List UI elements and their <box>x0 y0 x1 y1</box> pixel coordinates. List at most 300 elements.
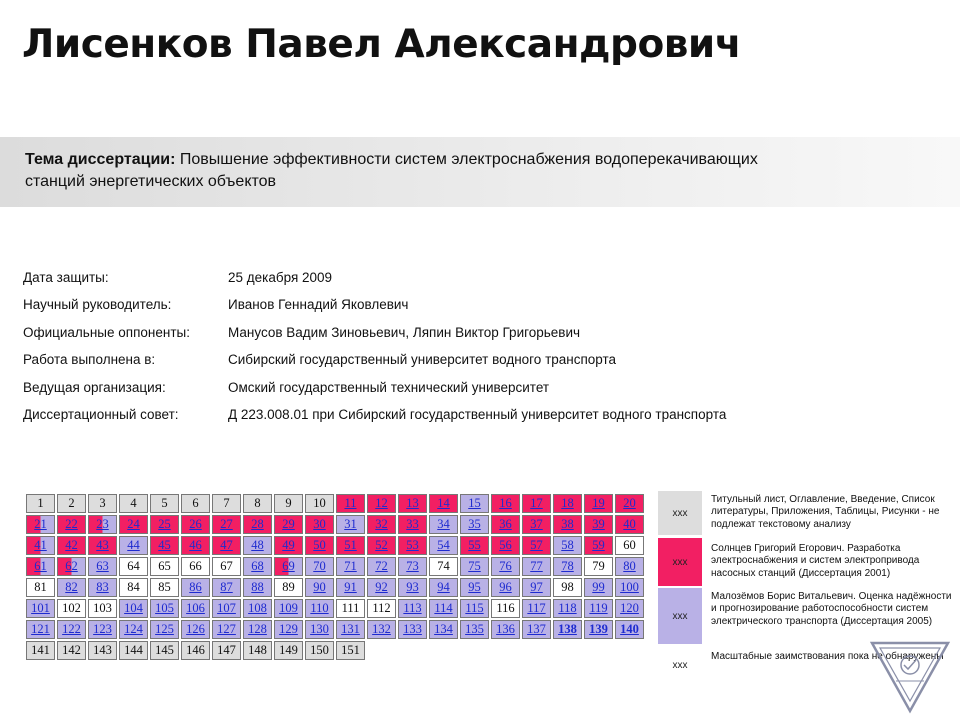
page-cell-40[interactable] <box>615 515 644 534</box>
page-link[interactable]: 118 <box>558 601 577 615</box>
page-cell-136[interactable] <box>491 620 520 639</box>
legend-item-source-1 <box>658 538 958 586</box>
page-link[interactable]: 136 <box>496 622 515 636</box>
page-link[interactable]: 36 <box>499 517 512 531</box>
page-cell-11[interactable] <box>336 494 365 513</box>
page-cell-65: 65 <box>150 557 179 576</box>
page-title: Лисенков Павел Александрович <box>22 22 742 67</box>
page-link[interactable]: 58 <box>561 538 574 552</box>
page-cell-128[interactable] <box>243 620 272 639</box>
page-cell-146: 146 <box>181 641 210 660</box>
page-cell-29[interactable] <box>274 515 303 534</box>
page-map-row <box>26 515 644 534</box>
page-link[interactable]: 13 <box>406 496 419 510</box>
page-cell-133[interactable] <box>398 620 427 639</box>
page-cell-52[interactable] <box>367 536 396 555</box>
page-cell-81: 81 <box>26 578 55 597</box>
page-cell-61[interactable] <box>26 557 55 576</box>
page-cell-114[interactable] <box>429 599 458 618</box>
page-cell-47[interactable] <box>212 536 241 555</box>
page-cell-66: 66 <box>181 557 210 576</box>
page-cell-30[interactable] <box>305 515 334 534</box>
page-cell-54[interactable] <box>429 536 458 555</box>
page-cell-4: 4 <box>119 494 148 513</box>
page-cell-134[interactable] <box>429 620 458 639</box>
info-row-institution <box>23 352 903 379</box>
page-link[interactable]: 113 <box>403 601 422 615</box>
info-label: Ведущая организация: <box>23 379 166 395</box>
page-cell-93[interactable] <box>398 578 427 597</box>
legend-swatch: xxx <box>658 491 702 535</box>
page-link[interactable]: 18 <box>561 496 574 510</box>
page-link[interactable]: 125 <box>155 622 174 636</box>
page-cell-10: 10 <box>305 494 334 513</box>
page-cell-96[interactable] <box>491 578 520 597</box>
page-cell-130[interactable] <box>305 620 334 639</box>
page-cell-28[interactable] <box>243 515 272 534</box>
page-cell-124[interactable] <box>119 620 148 639</box>
page-link[interactable]: 70 <box>313 559 326 573</box>
page-cell-5: 5 <box>150 494 179 513</box>
info-value: 25 декабря 2009 <box>228 270 333 285</box>
page-cell-125[interactable] <box>150 620 179 639</box>
page-link[interactable]: 62 <box>65 559 78 573</box>
page-map-row <box>26 641 644 660</box>
info-row-supervisor <box>23 297 903 324</box>
page-cell-92[interactable] <box>367 578 396 597</box>
page-cell-8: 8 <box>243 494 272 513</box>
page-cell-68[interactable] <box>243 557 272 576</box>
page-link[interactable]: 39 <box>592 517 605 531</box>
page-link[interactable]: 71 <box>344 559 357 573</box>
page-cell-129[interactable] <box>274 620 303 639</box>
page-cell-86[interactable] <box>181 578 210 597</box>
page-link[interactable]: 37 <box>530 517 543 531</box>
page-cell-139[interactable] <box>584 620 613 639</box>
page-cell-101[interactable] <box>26 599 55 618</box>
page-cell-147: 147 <box>212 641 241 660</box>
page-cell-112: 112 <box>367 599 396 618</box>
page-cell-37[interactable] <box>522 515 551 534</box>
page-cell-49[interactable] <box>274 536 303 555</box>
page-cell-31[interactable] <box>336 515 365 534</box>
page-link[interactable]: 140 <box>620 622 639 636</box>
page-link[interactable]: 96 <box>499 580 512 594</box>
page-cell-88[interactable] <box>243 578 272 597</box>
page-link[interactable]: 51 <box>344 538 357 552</box>
page-link[interactable]: 105 <box>155 601 174 615</box>
info-value: Сибирский государственный университет водного транспорта <box>228 352 617 368</box>
page-cell-135[interactable] <box>460 620 489 639</box>
page-cell-53[interactable] <box>398 536 427 555</box>
page-cell-132[interactable] <box>367 620 396 639</box>
page-cell-121[interactable] <box>26 620 55 639</box>
page-link[interactable]: 101 <box>31 601 50 615</box>
page-link[interactable]: 69 <box>282 559 295 573</box>
page-cell-103: 103 <box>88 599 117 618</box>
page-link[interactable]: 53 <box>406 538 419 552</box>
page-link[interactable]: 87 <box>220 580 233 594</box>
page-cell-90[interactable] <box>305 578 334 597</box>
page-link[interactable]: 137 <box>527 622 546 636</box>
page-link[interactable]: 63 <box>96 559 109 573</box>
page-map-row <box>26 494 644 513</box>
page-link[interactable]: 28 <box>251 517 264 531</box>
page-cell-140[interactable] <box>615 620 644 639</box>
page-link[interactable]: 41 <box>34 538 47 552</box>
page-link[interactable]: 19 <box>592 496 605 510</box>
page-link[interactable]: 76 <box>499 559 512 573</box>
page-cell-98: 98 <box>553 578 582 597</box>
page-link[interactable]: 108 <box>248 601 267 615</box>
page-cell-108[interactable] <box>243 599 272 618</box>
page-cell-77[interactable] <box>522 557 551 576</box>
legend-swatch: xxx <box>658 588 702 644</box>
page-link[interactable]: 126 <box>186 622 205 636</box>
page-cell-56[interactable] <box>491 536 520 555</box>
page-map-row <box>26 578 644 597</box>
page-link[interactable]: 47 <box>220 538 233 552</box>
page-link[interactable]: 38 <box>561 517 574 531</box>
page-link[interactable]: 52 <box>375 538 388 552</box>
page-link[interactable]: 83 <box>96 580 109 594</box>
page-link[interactable]: 77 <box>530 559 543 573</box>
page-link[interactable]: 122 <box>62 622 81 636</box>
page-map-row <box>26 536 644 555</box>
page-link[interactable]: 17 <box>530 496 543 510</box>
page-cell-116: 116 <box>491 599 520 618</box>
page-link[interactable]: 131 <box>341 622 360 636</box>
page-cell-107[interactable] <box>212 599 241 618</box>
page-cell-42[interactable] <box>57 536 86 555</box>
page-link[interactable]: 130 <box>310 622 329 636</box>
page-cell-138[interactable] <box>553 620 582 639</box>
page-link[interactable]: 82 <box>65 580 78 594</box>
page-cell-119[interactable] <box>584 599 613 618</box>
page-cell-71[interactable] <box>336 557 365 576</box>
page-cell-15[interactable] <box>460 494 489 513</box>
page-cell-16[interactable] <box>491 494 520 513</box>
page-link[interactable]: 93 <box>406 580 419 594</box>
page-link[interactable]: 139 <box>589 622 608 636</box>
page-cell-95[interactable] <box>460 578 489 597</box>
page-link[interactable]: 35 <box>468 517 481 531</box>
page-cell-41[interactable] <box>26 536 55 555</box>
page-cell-2: 2 <box>57 494 86 513</box>
legend-swatch: xxx <box>658 648 702 682</box>
legend-text: Солнцев Григорий Егорович. Разработка электроснабжения и систем электропривода насосных станций (Диссертация 2001) <box>711 543 920 579</box>
page-link[interactable]: 49 <box>282 538 295 552</box>
page-cell-60: 60 <box>615 536 644 555</box>
page-cell-79: 79 <box>584 557 613 576</box>
page-cell-99[interactable] <box>584 578 613 597</box>
page-link[interactable]: 95 <box>468 580 481 594</box>
dissertation-topic <box>25 149 785 193</box>
page-cell-43[interactable] <box>88 536 117 555</box>
page-link[interactable]: 22 <box>65 517 78 531</box>
page-cell-110[interactable] <box>305 599 334 618</box>
info-label: Диссертационный совет: <box>23 406 179 422</box>
page-link[interactable]: 45 <box>158 538 171 552</box>
page-link[interactable]: 32 <box>375 517 388 531</box>
info-value: Манусов Вадим Зиновьевич, Ляпин Виктор Григорьевич <box>228 324 581 340</box>
page-link[interactable]: 54 <box>437 538 450 552</box>
page-cell-6: 6 <box>181 494 210 513</box>
page-cell-85: 85 <box>150 578 179 597</box>
page-cell-51[interactable] <box>336 536 365 555</box>
page-link[interactable]: 107 <box>217 601 236 615</box>
page-cell-97[interactable] <box>522 578 551 597</box>
page-cell-113[interactable] <box>398 599 427 618</box>
info-row-leading-org <box>23 380 903 407</box>
page-link[interactable]: 34 <box>437 517 450 531</box>
page-cell-118[interactable] <box>553 599 582 618</box>
page-link[interactable]: 114 <box>434 601 453 615</box>
page-cell-58[interactable] <box>553 536 582 555</box>
page-cell-1: 1 <box>26 494 55 513</box>
page-link[interactable]: 109 <box>279 601 298 615</box>
page-link[interactable]: 78 <box>561 559 574 573</box>
page-cell-33[interactable] <box>398 515 427 534</box>
page-cell-23[interactable] <box>88 515 117 534</box>
info-value: Иванов Геннадий Яковлевич <box>228 297 409 313</box>
page-link[interactable]: 133 <box>403 622 422 636</box>
page-link[interactable]: 42 <box>65 538 78 552</box>
page-link[interactable]: 33 <box>406 517 419 531</box>
info-row-council <box>23 407 903 434</box>
page-cell-126[interactable] <box>181 620 210 639</box>
page-link[interactable]: 68 <box>251 559 264 573</box>
page-cell-69[interactable] <box>274 557 303 576</box>
page-link[interactable]: 46 <box>189 538 202 552</box>
page-cell-73[interactable] <box>398 557 427 576</box>
page-link[interactable]: 129 <box>279 622 298 636</box>
page-cell-17[interactable] <box>522 494 551 513</box>
page-cell-25[interactable] <box>150 515 179 534</box>
legend-text: Масштабные заимствования пока не обнаружены <box>711 651 944 662</box>
page-cell-74: 74 <box>429 557 458 576</box>
page-cell-115[interactable] <box>460 599 489 618</box>
page-cell-19[interactable] <box>584 494 613 513</box>
page-cell-7: 7 <box>212 494 241 513</box>
page-cell-120[interactable] <box>615 599 644 618</box>
page-link[interactable]: 127 <box>217 622 236 636</box>
page-link[interactable]: 73 <box>406 559 419 573</box>
page-link[interactable]: 128 <box>248 622 267 636</box>
page-cell-102: 102 <box>57 599 86 618</box>
page-cell-55[interactable] <box>460 536 489 555</box>
page-link[interactable]: 80 <box>623 559 636 573</box>
page-cell-3: 3 <box>88 494 117 513</box>
info-row-defense-date <box>23 270 903 297</box>
page-link[interactable]: 115 <box>465 601 484 615</box>
page-link[interactable]: 94 <box>437 580 450 594</box>
page-cell-141: 141 <box>26 641 55 660</box>
page-cell-151: 151 <box>336 641 365 660</box>
page-cell-123[interactable] <box>88 620 117 639</box>
page-link[interactable]: 59 <box>592 538 605 552</box>
page-cell-122[interactable] <box>57 620 86 639</box>
page-link[interactable]: 75 <box>468 559 481 573</box>
info-label: Официальные оппоненты: <box>23 324 190 340</box>
page-link[interactable]: 92 <box>375 580 388 594</box>
page-cell-27[interactable] <box>212 515 241 534</box>
page-link[interactable]: 29 <box>282 517 295 531</box>
page-link[interactable]: 97 <box>530 580 543 594</box>
page-link[interactable]: 26 <box>189 517 202 531</box>
page-link[interactable]: 50 <box>313 538 326 552</box>
page-cell-14[interactable] <box>429 494 458 513</box>
page-cell-149: 149 <box>274 641 303 660</box>
page-link[interactable]: 86 <box>189 580 202 594</box>
page-cell-109[interactable] <box>274 599 303 618</box>
page-cell-117[interactable] <box>522 599 551 618</box>
topic-band <box>0 137 960 207</box>
page-cell-26[interactable] <box>181 515 210 534</box>
page-link[interactable]: 23 <box>96 517 109 531</box>
page-cell-142: 142 <box>57 641 86 660</box>
page-cell-39[interactable] <box>584 515 613 534</box>
legend-swatch: xxx <box>658 538 702 586</box>
page-link[interactable]: 14 <box>437 496 450 510</box>
page-link[interactable]: 57 <box>530 538 543 552</box>
page-link[interactable]: 16 <box>499 496 512 510</box>
page-link[interactable]: 138 <box>558 622 577 636</box>
page-link[interactable]: 27 <box>220 517 233 531</box>
page-link[interactable]: 104 <box>124 601 143 615</box>
page-link[interactable]: 43 <box>96 538 109 552</box>
page-cell-89: 89 <box>274 578 303 597</box>
page-map-row <box>26 557 644 576</box>
page-link[interactable]: 135 <box>465 622 484 636</box>
page-cell-105[interactable] <box>150 599 179 618</box>
topic-label: Тема диссертации: <box>25 151 176 168</box>
page-link[interactable]: 20 <box>623 496 636 510</box>
page-cell-20[interactable] <box>615 494 644 513</box>
info-row-opponents <box>23 325 903 352</box>
page-cell-84: 84 <box>119 578 148 597</box>
seal-graphic <box>868 635 952 715</box>
page-cell-64: 64 <box>119 557 148 576</box>
page-cell-106[interactable] <box>181 599 210 618</box>
page-link[interactable]: 124 <box>124 622 143 636</box>
page-cell-48[interactable] <box>243 536 272 555</box>
page-cell-22[interactable] <box>57 515 86 534</box>
page-link[interactable]: 15 <box>468 496 481 510</box>
page-link[interactable]: 91 <box>344 580 357 594</box>
page-cell-21[interactable] <box>26 515 55 534</box>
page-link[interactable]: 61 <box>34 559 47 573</box>
info-value: Омский государственный технический университет <box>228 379 550 395</box>
page-cell-45[interactable] <box>150 536 179 555</box>
page-link[interactable]: 100 <box>620 580 639 594</box>
page-link[interactable]: 44 <box>127 538 140 552</box>
page-cell-82[interactable] <box>57 578 86 597</box>
page-cell-67: 67 <box>212 557 241 576</box>
page-cell-78[interactable] <box>553 557 582 576</box>
page-cell-13[interactable] <box>398 494 427 513</box>
page-cell-72[interactable] <box>367 557 396 576</box>
page-link[interactable]: 11 <box>344 496 357 510</box>
page-cell-80[interactable] <box>615 557 644 576</box>
page-cell-131[interactable] <box>336 620 365 639</box>
page-cell-24[interactable] <box>119 515 148 534</box>
page-cell-137[interactable] <box>522 620 551 639</box>
page-link[interactable]: 12 <box>375 496 388 510</box>
page-cell-104[interactable] <box>119 599 148 618</box>
seal-logo <box>868 635 952 720</box>
page-cell-59[interactable] <box>584 536 613 555</box>
page-cell-83[interactable] <box>88 578 117 597</box>
page-cell-87[interactable] <box>212 578 241 597</box>
page-cell-100[interactable] <box>615 578 644 597</box>
page-link[interactable]: 110 <box>310 601 329 615</box>
page-cell-76[interactable] <box>491 557 520 576</box>
page-link[interactable]: 56 <box>499 538 512 552</box>
page-link[interactable]: 123 <box>93 622 112 636</box>
page-link[interactable]: 121 <box>31 622 50 636</box>
page-link[interactable]: 24 <box>127 517 140 531</box>
page-link[interactable]: 99 <box>592 580 605 594</box>
info-label: Дата защиты: <box>23 270 109 285</box>
page-link[interactable]: 48 <box>251 538 264 552</box>
page-cell-75[interactable] <box>460 557 489 576</box>
page-cell-127[interactable] <box>212 620 241 639</box>
info-label: Научный руководитель: <box>23 297 172 313</box>
page-cell-50[interactable] <box>305 536 334 555</box>
page-link[interactable]: 117 <box>527 601 546 615</box>
page-cell-9: 9 <box>274 494 303 513</box>
page-cell-34[interactable] <box>429 515 458 534</box>
dissertation-info <box>23 270 903 434</box>
page-link[interactable]: 120 <box>620 601 639 615</box>
page-link[interactable]: 90 <box>313 580 326 594</box>
page-cell-44[interactable] <box>119 536 148 555</box>
page-cell-62[interactable] <box>57 557 86 576</box>
page-cell-70[interactable] <box>305 557 334 576</box>
page-cell-38[interactable] <box>553 515 582 534</box>
page-link[interactable]: 119 <box>589 601 608 615</box>
page-cell-145: 145 <box>150 641 179 660</box>
page-link[interactable]: 88 <box>251 580 264 594</box>
page-link[interactable]: 55 <box>468 538 481 552</box>
page-map-row <box>26 599 644 618</box>
page-cell-12[interactable] <box>367 494 396 513</box>
page-cell-35[interactable] <box>460 515 489 534</box>
topic-text: Повышение эффективности систем электроснабжения водоперекачивающих станций энергетических объектов <box>25 151 758 190</box>
page-link[interactable]: 40 <box>623 517 636 531</box>
legend-text: Малозёмов Борис Витальевич. Оценка надёжности и прогнозирование работоспособности систем электрического транспорта (Диссертация 2005) <box>711 591 952 627</box>
page-cell-46[interactable] <box>181 536 210 555</box>
page-link[interactable]: 132 <box>372 622 391 636</box>
page-cell-57[interactable] <box>522 536 551 555</box>
page-cell-32[interactable] <box>367 515 396 534</box>
info-value: Д 223.008.01 при Сибирский государственный университет водного транспорта <box>228 406 727 422</box>
page-cell-91[interactable] <box>336 578 365 597</box>
page-cell-18[interactable] <box>553 494 582 513</box>
page-link[interactable]: 21 <box>34 517 47 531</box>
page-link[interactable]: 31 <box>344 517 357 531</box>
page-cell-63[interactable] <box>88 557 117 576</box>
page-cell-111: 111 <box>336 599 365 618</box>
page-link[interactable]: 72 <box>375 559 388 573</box>
page-link[interactable]: 30 <box>313 517 326 531</box>
page-cell-36[interactable] <box>491 515 520 534</box>
page-cell-94[interactable] <box>429 578 458 597</box>
page-link[interactable]: 134 <box>434 622 453 636</box>
page-link[interactable]: 25 <box>158 517 171 531</box>
page-link[interactable]: 106 <box>186 601 205 615</box>
